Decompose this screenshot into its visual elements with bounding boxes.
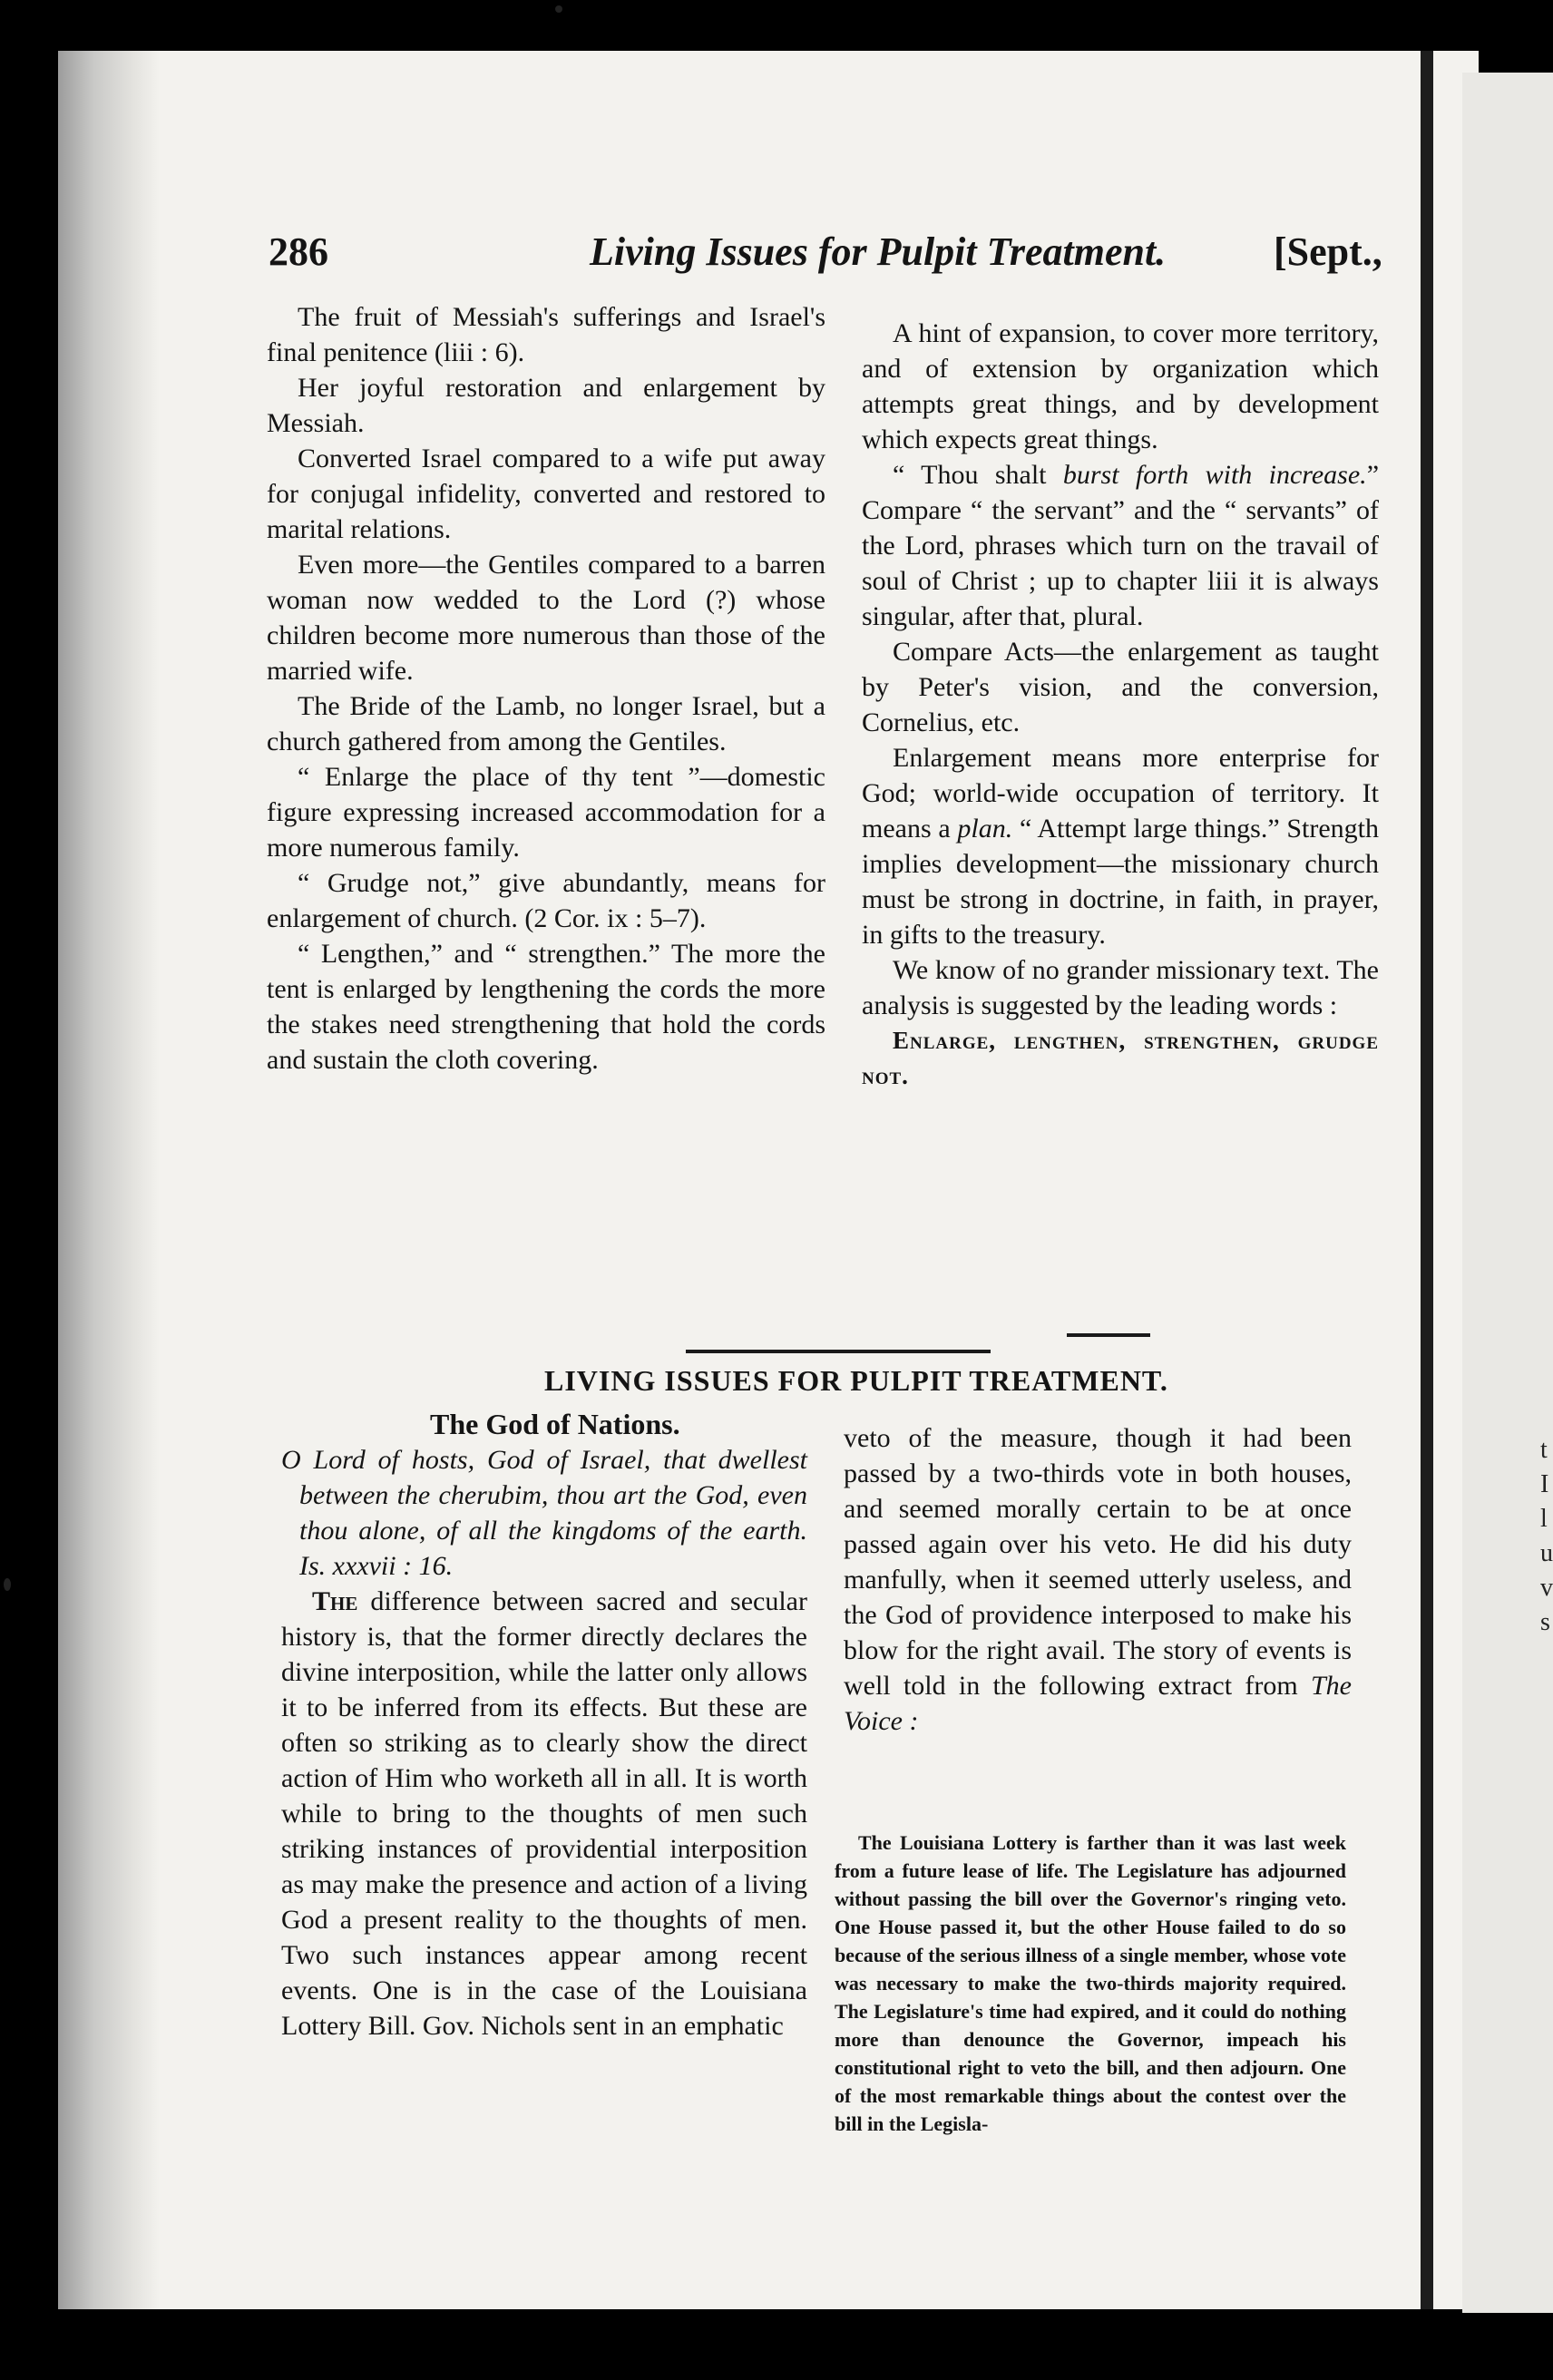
paragraph: “ Lengthen,” and “ strengthen.” The more the tent is enlarged by lengthening the cords the more the stakes need strengthening that hold the cords and sustain the cloth covering. xyxy=(267,939,825,1075)
paragraph xyxy=(844,1420,1352,1739)
scan-speck xyxy=(555,5,562,13)
column-right-bottom xyxy=(844,1420,1352,1739)
lead-word: The xyxy=(312,1586,358,1616)
paragraph: Her joyful restoration and enlargement by Messiah. xyxy=(267,373,825,438)
paragraph xyxy=(281,1584,807,2043)
column-left-top xyxy=(267,299,825,1078)
paragraph: “ Grudge not,” give abundantly, means for enlargement of church. (2 Cor. ix : 5–7). xyxy=(267,868,825,933)
italic-text: plan. xyxy=(957,814,1013,844)
text-run: “ Thou shalt xyxy=(893,460,1063,490)
block-quote xyxy=(835,1829,1346,2138)
running-title: Living Issues for Pulpit Treatment. xyxy=(590,229,1167,274)
text-run: “ Attempt large things.” Strength implies development—the missionary church must be strong in doctrine, in faith, in prayer, in gifts to the treasury. xyxy=(862,814,1379,950)
paragraph: Compare Acts—the enlargement as taught by Peter's vision, and the conversion, Cornelius, etc. xyxy=(862,637,1379,737)
epigraph-text: O Lord of hosts, God of Israel, that dwellest between the cherubim, thou art the God, even thou alone, of all the kingdoms of the earth. xyxy=(281,1445,807,1546)
paragraph xyxy=(862,740,1379,952)
running-head xyxy=(269,229,1430,283)
text-run: veto of the measure, though it had been passed by a two-thirds vote in both houses, and seemed morally certain to be at once passed again over his veto. He did his duty manfully, when it seemed utterly useless, and the God of providence interposed to make his blow for the right avail. The story of events is well told in the following extract from xyxy=(844,1423,1352,1701)
section-divider-short xyxy=(1067,1333,1150,1337)
text-run: Enlargement means more enterprise for God; world-wide occupation of territory. It means a xyxy=(862,743,1379,844)
page-number: 286 xyxy=(269,229,328,274)
paragraph: We know of no grander missionary text. The analysis is suggested by the leading words : xyxy=(862,955,1379,1020)
text-run: difference between sacred and secular history is, that the former directly declares the divine interposition, while the latter only allows it to be inferred from its effects. But these are often so striking as to clearly show the direct action of Him who worketh all in all. It is worth while to bring to the thoughts of men such striking instances of providential interposition as may make the presence and action of a living God a present reality to the thoughts of men. Two such instances appear among recent events. One is in the case of the Louisiana Lottery Bill. Gov. Nichols sent in an emphatic xyxy=(281,1586,807,2041)
facing-page-fragment: t I l u v s xyxy=(1540,1436,1553,1636)
section-title: LIVING ISSUES FOR PULPIT TREATMENT. xyxy=(544,1364,1168,1397)
column-right-top xyxy=(862,316,1379,1094)
page-edge-shadow xyxy=(1421,51,1433,2309)
paragraph: Converted Israel compared to a wife put away for conjugal infidelity, converted and restored to marital relations. xyxy=(267,444,825,544)
article-title: The God of Nations. xyxy=(430,1408,680,1440)
column-left-bottom xyxy=(281,1442,807,2043)
page-gutter xyxy=(58,51,160,2309)
section-divider xyxy=(686,1350,991,1353)
paragraph xyxy=(862,457,1379,634)
facing-page-edge xyxy=(1462,73,1553,2313)
scan-speck xyxy=(4,1578,11,1591)
keywords-line: Enlarge, lengthen, strengthen, grudge not. xyxy=(862,1027,1379,1089)
epigraph xyxy=(281,1442,807,1584)
paragraph: “ Enlarge the place of thy tent ”—domestic figure expressing increased accommodation for a more numerous family. xyxy=(267,762,825,863)
paragraph: Even more—the Gentiles compared to a barren woman now wedded to the Lord (?) whose children become more numerous than those of the married wife. xyxy=(267,550,825,686)
paragraph: The Bride of the Lamb, no longer Israel, but a church gathered from among the Gentiles. xyxy=(267,691,825,756)
source-title: The Voice : xyxy=(844,1671,1352,1736)
italic-text: burst forth with increase. xyxy=(1062,460,1367,490)
paragraph: A hint of expansion, to cover more territory, and of extension by organization which attempts great things, and by development which expects great things. xyxy=(862,318,1379,454)
running-month: [Sept., xyxy=(1274,229,1382,274)
quote-text: The Louisiana Lottery is farther than it was last week from a future lease of life. The Legislature has adjourned without passing the bill over the Governor's ringing veto. One House passed it, but the other House failed to do so because of the serious illness of a single member, whose vote was necessary to make the two-thirds majority required. The Legislature's time had expired, and it could do nothing more than denounce the Governor, impeach his constitutional right to veto the bill, and then adjourn. One of the most remarkable things about the contest over the bill in the Legisla- xyxy=(835,1831,1346,2135)
epigraph-reference: Is. xxxvii : 16. xyxy=(299,1551,454,1581)
text-run: ” Compare “ the servant” and the “ servants” of the Lord, phrases which turn on the travail of soul of Christ ; up to chapter liii it is always singular, after that, plural. xyxy=(862,460,1380,631)
paragraph: The fruit of Messiah's sufferings and Israel's final penitence (liii : 6). xyxy=(267,302,825,367)
